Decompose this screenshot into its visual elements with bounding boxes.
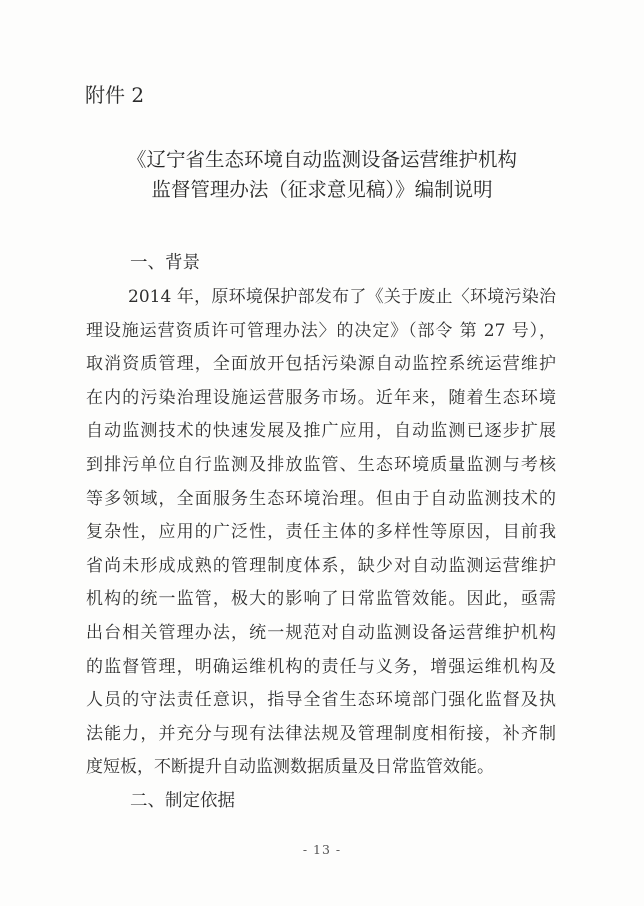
paragraph-line: 复杂性，应用的广泛性，责任主体的多样性等原因，目前我 <box>86 522 556 543</box>
document-title-line-1: 《辽宁省生态环境自动监测设备运营维护机构 <box>126 148 517 171</box>
document-title-line-2: 监督管理办法（征求意见稿）》编制说明 <box>151 178 493 201</box>
background-paragraph <box>86 281 556 785</box>
section-heading-basis: 二、制定依据 <box>130 791 235 811</box>
paragraph-line: 度短板，不断提升自动监测数据质量及日常监管效能。 <box>86 757 494 778</box>
attachment-label: 附件 2 <box>85 83 145 107</box>
paragraph-line: 取消资质管理，全面放开包括污染源自动监控系统运营维护 <box>86 354 556 375</box>
paragraph-line: 人员的守法责任意识，指导全省生态环境部门强化监督及执 <box>86 690 556 711</box>
paragraph-line: 自动监测技术的快速发展及推广应用，自动监测已逐步扩展 <box>86 421 556 442</box>
paragraph-line: 出台相关管理办法，统一规范对自动监测设备运营维护机构 <box>86 622 556 643</box>
paragraph-line: 等多领域，全面服务生态环境治理。但由于自动监测技术的 <box>86 488 556 509</box>
paragraph-line: 到排污单位自行监测及排放监管、生态环境质量监测与考核 <box>86 454 556 475</box>
paragraph-line: 2014 年，原环境保护部发布了《关于废止〈环境污染治 <box>128 287 556 307</box>
paragraph-line: 在内的污染治理设施运营服务市场。近年来，随着生态环境 <box>86 387 556 408</box>
section-heading-background: 一、背景 <box>130 253 200 273</box>
paragraph-line: 机构的统一监管，极大的影响了日常监管效能。因此，亟需 <box>86 589 556 610</box>
document-title <box>0 145 644 205</box>
paragraph-line: 理设施运营资质许可管理办法〉的决定》（部令 第 27 号）， <box>86 320 556 341</box>
paragraph-line: 省尚未形成成熟的管理制度体系，缺少对自动监测运营维护 <box>86 555 556 576</box>
paragraph-line: 法能力，并充分与现有法律法规及管理制度相衔接，补齐制 <box>86 723 556 744</box>
paragraph-line: 的监督管理，明确运维机构的责任与义务，增强运维机构及 <box>86 656 556 677</box>
page-number: - 13 - <box>302 842 342 857</box>
